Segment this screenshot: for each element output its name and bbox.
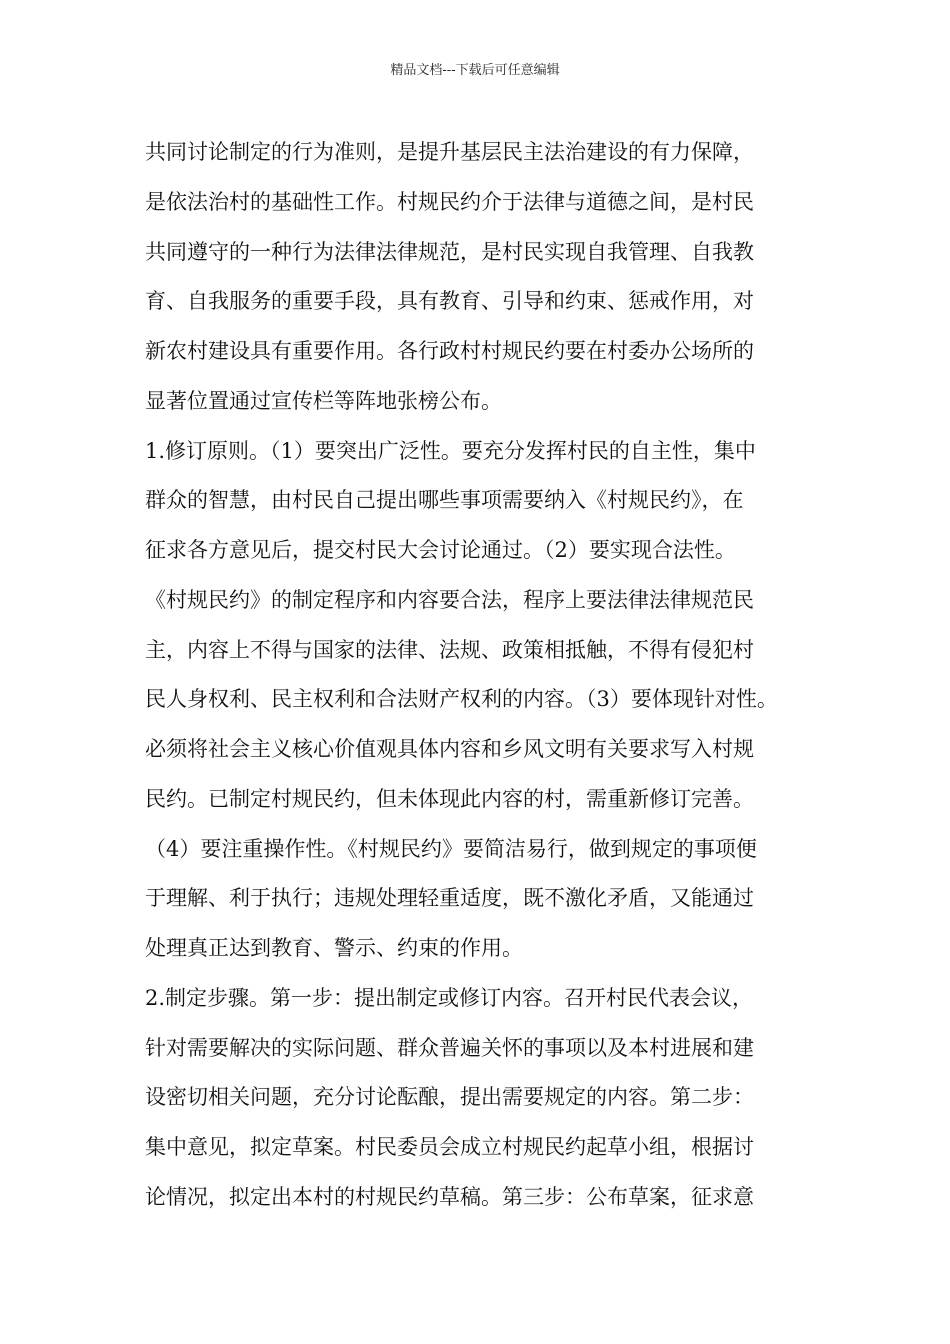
text-line: 1.修订原则。（1）要突出广泛性。要充分发挥村民的自主性，集中 (145, 438, 756, 463)
page-header: 精品文档---下载后可任意编辑 (390, 63, 560, 78)
text-line: 育、自我服务的重要手段，具有教育、引导和约束、惩戒作用，对 (145, 289, 754, 314)
text-line: 共同遵守的一种行为法律法律规范，是村民实现自我管理、自我教 (145, 239, 754, 264)
text-line: 民人身权利、民主权利和合法财产权利的内容。（3）要体现针对性。 (145, 687, 778, 712)
text-line: 《村规民约》的制定程序和内容要合法，程序上要法律法律规范民 (145, 587, 754, 612)
text-line: 处理真正达到教育、警示、约束的作用。 (145, 936, 523, 960)
text-line: 显著位置通过宣传栏等阵地张榜公布。 (145, 388, 502, 413)
text-line: 集中意见，拟定草案。村民委员会成立村规民约起草小组，根据讨 (145, 1135, 754, 1159)
text-line: 民约。已制定村规民约，但未体现此内容的村，需重新修订完善。 (145, 786, 754, 811)
text-line: 群众的智慧，由村民自己提出哪些事项需要纳入《村规民约》，在 (145, 488, 744, 513)
text-line: （4）要注重操作性。《村规民约》要简洁易行，做到规定的事项便 (145, 836, 757, 861)
text-line: 主，内容上不得与国家的法律、法规、政策相抵触，不得有侵犯村 (145, 637, 754, 662)
text-line: 论情况，拟定出本村的村规民约草稿。第三步：公布草案，征求意 (145, 1184, 754, 1209)
text-line: 共同讨论制定的行为准则，是提升基层民主法治建设的有力保障， (145, 140, 754, 164)
text-line: 2.制定步骤。第一步：提出制定或修订内容。召开村民代表会议， (145, 985, 754, 1010)
text-line: 设密切相关问题，充分讨论酝酿，提出需要规定的内容。第二步： (145, 1085, 754, 1110)
text-line: 针对需要解决的实际问题、群众普遍关怀的事项以及本村进展和建 (145, 1035, 754, 1060)
text-line: 必须将社会主义核心价值观具体内容和乡风文明有关要求写入村规 (145, 737, 754, 761)
document-body (145, 128, 830, 1223)
text-line: 是依法治村的基础性工作。村规民约介于法律与道德之间，是村民 (145, 189, 754, 214)
text-line: 征求各方意见后，提交村民大会讨论通过。（2）要实现合法性。 (145, 538, 736, 562)
text-line: 于理解、利于执行；违规处理轻重适度，既不激化矛盾，又能通过 (145, 886, 754, 911)
text-line: 新农村建设具有重要作用。各行政村村规民约要在村委办公场所的 (145, 339, 754, 363)
